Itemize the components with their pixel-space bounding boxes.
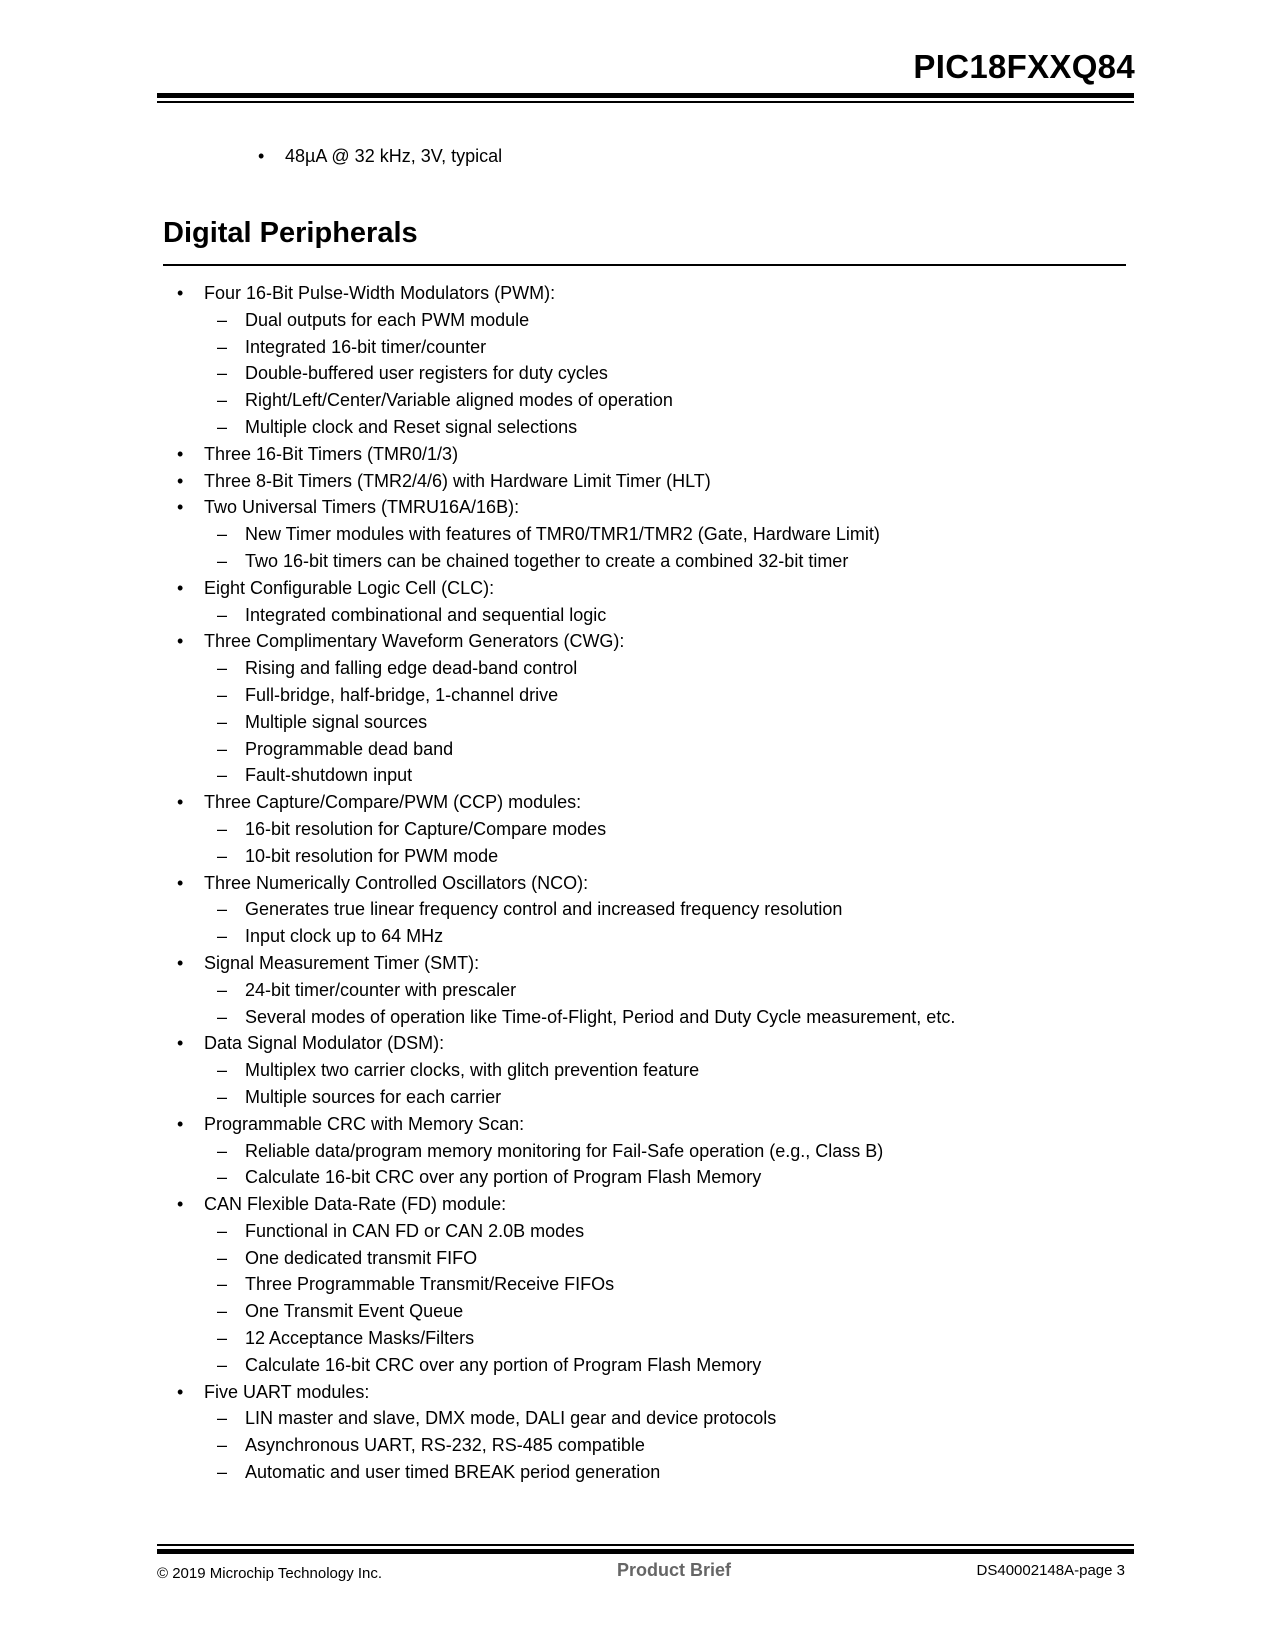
sub-list-item [0, 307, 1275, 334]
footer-rule-thick [157, 1549, 1134, 1554]
list-item-text: Four 16-Bit Pulse-Width Modulators (PWM): [204, 283, 556, 303]
sub-list-item [0, 1298, 1275, 1325]
list-item-text: Data Signal Modulator (DSM): [204, 1033, 445, 1054]
list-item-text: Programmable dead band [245, 738, 454, 759]
list-item-text: Two Universal Timers (TMRU16A/16B): [204, 497, 520, 518]
bullet-marker: • [177, 1033, 184, 1054]
list-item-text: Double-buffered user registers for duty cycles [245, 363, 608, 384]
bullet-marker: • [177, 1113, 184, 1134]
sub-list-item [0, 1352, 1275, 1379]
list-item-text: 16-bit resolution for Capture/Compare modes [245, 818, 607, 839]
list-item-text: LIN master and slave, DMX mode, DALI gear and device protocols [245, 1408, 777, 1429]
list-item-text: Three Capture/Compare/PWM (CCP) modules: [204, 792, 582, 813]
list-item-text: Five UART modules: [204, 1381, 370, 1402]
sub-list-item [0, 1057, 1275, 1084]
list-item-text: Right/Left/Center/Variable aligned modes of operation [245, 390, 673, 411]
list-item-text: Asynchronous UART, RS-232, RS-485 compatible [245, 1435, 645, 1456]
dash-marker: – [217, 390, 228, 411]
dash-marker: – [217, 1274, 228, 1295]
list-item-text: Automatic and user timed BREAK period generation [245, 1462, 661, 1483]
list-item-text: Multiple sources for each carrier [245, 1086, 502, 1107]
list-item-text: Eight Configurable Logic Cell (CLC): [204, 577, 495, 598]
bullet-marker: • [177, 631, 184, 652]
sub-list-item [0, 414, 1275, 441]
sub-list-item [0, 762, 1275, 789]
footer-rule-thin [157, 1544, 1134, 1546]
bullet-marker: • [177, 497, 184, 518]
list-item-text: Signal Measurement Timer (SMT): [204, 952, 480, 973]
sub-list-item [0, 1245, 1275, 1272]
list-item-text: CAN Flexible Data-Rate (FD) module: [204, 1194, 507, 1215]
list-item [0, 870, 1275, 897]
list-item [0, 575, 1275, 602]
list-item-text: Three Numerically Controlled Oscillators (NCO): [204, 872, 589, 893]
dash-marker: – [217, 1060, 228, 1081]
dash-marker: – [217, 1086, 228, 1107]
dash-marker: – [217, 1167, 228, 1188]
list-item [0, 1111, 1275, 1138]
sub-list-item [0, 655, 1275, 682]
list-item-text: Integrated 16-bit timer/counter [245, 336, 487, 357]
header-rule-thin [157, 101, 1134, 103]
list-item-text: Fault-shutdown input [245, 765, 413, 786]
sub-list-item [0, 736, 1275, 763]
bullet-marker: • [177, 872, 184, 893]
sub-list-item [0, 1432, 1275, 1459]
bullet-marker: • [177, 470, 184, 491]
sub-list-item [0, 1405, 1275, 1432]
list-item-text: Calculate 16-bit CRC over any portion of Program Flash Memory [245, 1354, 762, 1375]
bullet-marker: • [177, 443, 184, 464]
bullet-marker: • [177, 283, 184, 303]
list-item [0, 494, 1275, 521]
list-item-text: Generates true linear frequency control and increased frequency resolution [245, 899, 843, 920]
list-item-text: Rising and falling edge dead-band control [245, 658, 578, 679]
sub-list-item [0, 1271, 1275, 1298]
dash-marker: – [217, 765, 228, 786]
footer-doc-type: Product Brief [617, 1560, 732, 1580]
feature-list [0, 280, 1275, 1486]
footer-copyright: © 2019 Microchip Technology Inc. [157, 1565, 383, 1582]
list-item-text: Programmable CRC with Memory Scan: [204, 1113, 525, 1134]
list-item-text: One Transmit Event Queue [245, 1301, 464, 1322]
dash-marker: – [217, 738, 228, 759]
list-item-text: Multiple signal sources [245, 711, 428, 732]
list-item-text: Calculate 16-bit CRC over any portion of Program Flash Memory [245, 1167, 762, 1188]
dash-marker: – [217, 1328, 228, 1349]
list-item-text: Integrated combinational and sequential logic [245, 604, 607, 625]
sub-list-item [0, 387, 1275, 414]
intro-bullet-item [258, 146, 502, 167]
list-item [0, 468, 1275, 495]
footer-page-number: DS40002148A-page 3 [976, 1562, 1125, 1579]
list-item [0, 1191, 1275, 1218]
dash-marker: – [217, 604, 228, 625]
list-item-text: Several modes of operation like Time-of-Flight, Period and Duty Cycle measurement, etc. [245, 1006, 956, 1027]
list-item-text: Three 16-Bit Timers (TMR0/1/3) [204, 443, 459, 464]
list-item-text: Multiple clock and Reset signal selections [245, 416, 578, 437]
list-item-text: Input clock up to 64 MHz [245, 926, 444, 947]
section-rule [163, 264, 1126, 266]
list-item [0, 950, 1275, 977]
bullet-marker: • [177, 792, 184, 813]
sub-list-item [0, 1084, 1275, 1111]
list-item-text: Full-bridge, half-bridge, 1-channel drive [245, 684, 559, 705]
dash-marker: – [217, 979, 228, 1000]
section-heading: Digital Peripherals [163, 217, 418, 249]
intro-text: 48µA @ 32 kHz, 3V, typical [285, 146, 503, 166]
list-item [0, 789, 1275, 816]
list-item-text: 12 Acceptance Masks/Filters [245, 1328, 475, 1349]
dash-marker: – [217, 363, 228, 384]
list-item-text: One dedicated transmit FIFO [245, 1247, 478, 1268]
dash-marker: – [217, 1354, 228, 1375]
dash-marker: – [217, 684, 228, 705]
dash-marker: – [217, 1140, 228, 1161]
dash-marker: – [217, 416, 228, 437]
sub-list-item [0, 682, 1275, 709]
dash-marker: – [217, 1247, 228, 1268]
sub-list-item [0, 896, 1275, 923]
list-item [0, 1030, 1275, 1057]
sub-list-item [0, 843, 1275, 870]
list-item-text: Functional in CAN FD or CAN 2.0B modes [245, 1220, 585, 1241]
header-rule-thick [157, 93, 1134, 98]
bullet-marker: • [177, 952, 184, 973]
sub-list-item [0, 923, 1275, 950]
list-item [0, 1379, 1275, 1406]
sub-list-item [0, 709, 1275, 736]
bullet-marker: • [177, 1381, 184, 1402]
sub-list-item [0, 1218, 1275, 1245]
sub-list-item [0, 360, 1275, 387]
dash-marker: – [217, 1462, 228, 1483]
sub-list-item [0, 521, 1275, 548]
sub-list-item [0, 1325, 1275, 1352]
list-item-text: Three Complimentary Waveform Generators (CWG): [204, 631, 625, 652]
list-item [0, 441, 1275, 468]
sub-list-item [0, 334, 1275, 361]
dash-marker: – [217, 818, 228, 839]
dash-marker: – [217, 845, 228, 866]
dash-marker: – [217, 1435, 228, 1456]
sub-list-item [0, 548, 1275, 575]
dash-marker: – [217, 899, 228, 920]
sub-list-item [0, 602, 1275, 629]
sub-list-item [0, 1004, 1275, 1031]
dash-marker: – [217, 926, 228, 947]
bullet-marker: • [177, 577, 184, 598]
list-item-text: Three Programmable Transmit/Receive FIFOs [245, 1274, 615, 1295]
dash-marker: – [217, 1408, 228, 1429]
list-item-text: Multiplex two carrier clocks, with glitch prevention feature [245, 1060, 700, 1081]
sub-list-item [0, 1164, 1275, 1191]
list-item-text: 10-bit resolution for PWM mode [245, 845, 499, 866]
dash-marker: – [217, 1006, 228, 1027]
bullet-marker: • [258, 146, 265, 166]
dash-marker: – [217, 1220, 228, 1241]
list-item-text: New Timer modules with features of TMR0/TMR1/TMR2 (Gate, Hardware Limit) [245, 524, 880, 545]
document-title: PIC18FXXQ84 [913, 48, 1135, 85]
dash-marker: – [217, 336, 228, 357]
dash-marker: – [217, 309, 228, 330]
list-item-text: 24-bit timer/counter with prescaler [245, 979, 517, 1000]
list-item-text: Reliable data/program memory monitoring for Fail-Safe operation (e.g., Class B) [245, 1140, 884, 1161]
bullet-marker: • [177, 1194, 184, 1215]
list-item [0, 628, 1275, 655]
dash-marker: – [217, 550, 228, 571]
list-item [0, 280, 1275, 307]
list-item-text: Two 16-bit timers can be chained together to create a combined 32-bit timer [245, 550, 849, 571]
sub-list-item [0, 1138, 1275, 1165]
sub-list-item [0, 1459, 1275, 1486]
dash-marker: – [217, 658, 228, 679]
dash-marker: – [217, 1301, 228, 1322]
sub-list-item [0, 977, 1275, 1004]
dash-marker: – [217, 524, 228, 545]
list-item-text: Dual outputs for each PWM module [245, 309, 530, 330]
list-item-text: Three 8-Bit Timers (TMR2/4/6) with Hardware Limit Timer (HLT) [204, 470, 711, 491]
sub-list-item [0, 816, 1275, 843]
dash-marker: – [217, 711, 228, 732]
